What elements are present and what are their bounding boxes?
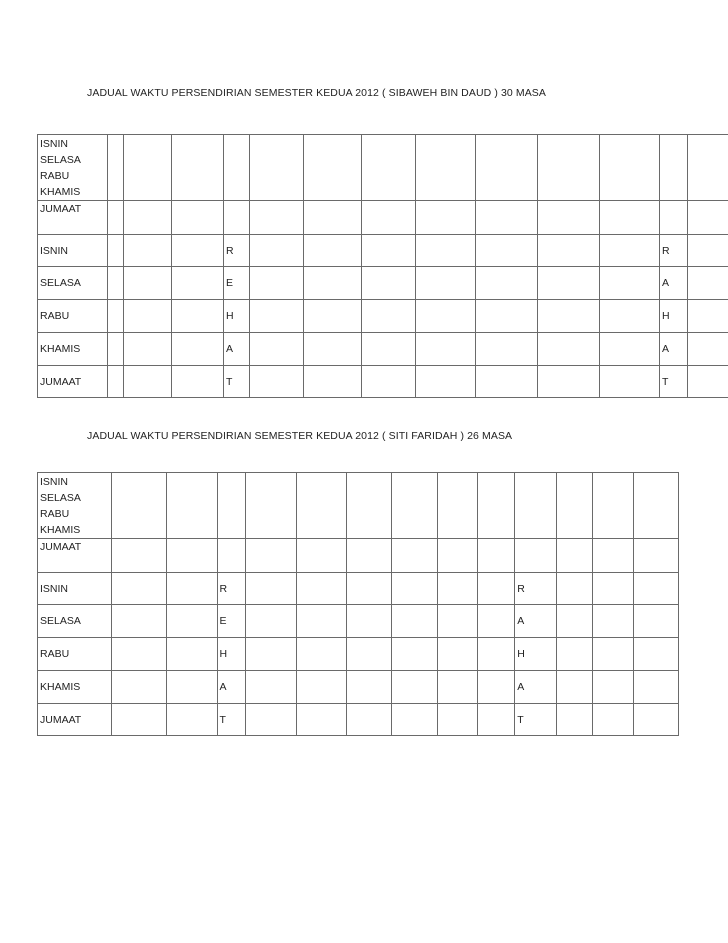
- table-row: [38, 704, 679, 736]
- day-label: KHAMIS: [38, 671, 112, 704]
- rehat-letter: T: [660, 366, 688, 398]
- rehat-letter: H: [515, 638, 557, 671]
- day-label: JUMAAT: [38, 201, 108, 235]
- table-row: [38, 671, 679, 704]
- table-row: [38, 333, 728, 366]
- rehat-letter: H: [217, 638, 246, 671]
- day-label: RABU: [38, 638, 112, 671]
- table-row: [38, 573, 679, 605]
- day-label: ISNIN: [38, 235, 108, 267]
- rehat-letter: A: [224, 333, 250, 366]
- day-label: RABU: [38, 300, 108, 333]
- rehat-letter: T: [217, 704, 246, 736]
- table-row: [38, 638, 679, 671]
- schedule-2-table: [37, 472, 679, 736]
- table-row: [38, 539, 679, 573]
- table-row: [38, 135, 728, 201]
- day-label: JUMAAT: [38, 366, 108, 398]
- day-label: SELASA: [38, 605, 112, 638]
- day-label: KHAMIS: [38, 333, 108, 366]
- table-row: [38, 605, 679, 638]
- table-row: [38, 267, 728, 300]
- table-row: [38, 235, 728, 267]
- day-label: SELASA: [38, 267, 108, 300]
- day-label: ISNIN: [38, 573, 112, 605]
- rehat-letter: R: [660, 235, 688, 267]
- table-row: [38, 300, 728, 333]
- rehat-letter: A: [660, 267, 688, 300]
- rehat-letter: A: [217, 671, 246, 704]
- rehat-letter: R: [515, 573, 557, 605]
- day-label: JUMAAT: [38, 704, 112, 736]
- rehat-letter: T: [224, 366, 250, 398]
- table-row: [38, 366, 728, 398]
- schedule-1-title: JADUAL WAKTU PERSENDIRIAN SEMESTER KEDUA 2012 ( SIBAWEH BIN DAUD ) 30 MASA: [87, 87, 547, 99]
- schedule-1-table: [37, 134, 728, 398]
- table-row: [38, 201, 728, 235]
- rehat-letter: E: [217, 605, 246, 638]
- rehat-letter: H: [224, 300, 250, 333]
- rehat-letter: T: [515, 704, 557, 736]
- rehat-letter: H: [660, 300, 688, 333]
- table-row: [38, 473, 679, 539]
- rehat-letter: E: [224, 267, 250, 300]
- day-block-label: ISNIN SELASA RABU KHAMIS: [38, 473, 112, 539]
- schedule-2-title: JADUAL WAKTU PERSENDIRIAN SEMESTER KEDUA 2012 ( SITI FARIDAH ) 26 MASA: [87, 430, 513, 442]
- rehat-letter: A: [660, 333, 688, 366]
- rehat-letter: R: [224, 235, 250, 267]
- day-label: JUMAAT: [38, 539, 112, 573]
- rehat-letter: R: [217, 573, 246, 605]
- rehat-letter: A: [515, 605, 557, 638]
- rehat-letter: A: [515, 671, 557, 704]
- day-block-label: ISNIN SELASA RABU KHAMIS: [38, 135, 108, 201]
